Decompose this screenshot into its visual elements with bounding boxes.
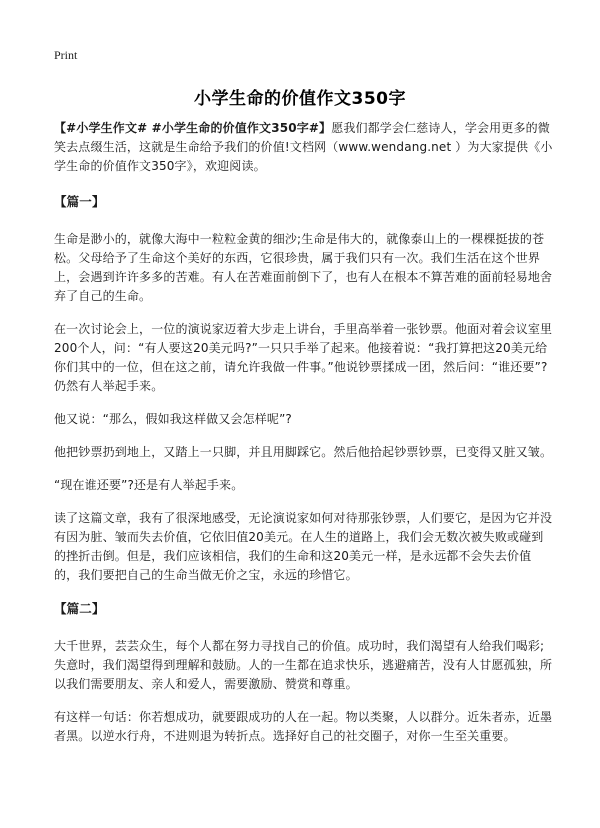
section-heading-1: 【篇一】: [54, 194, 105, 209]
section-2-paragraph-1: 大千世界，芸芸众生，每个人都在努力寻找自己的价值。成功时，我们渴望有人给我们喝彩;失意时，我们渴望得到理解和鼓励。人的一生都在追求快乐，逃避痛苦，没有人甘愿孤独，所以我们需要朋友、亲人和爱人，需要激励、赞赏和尊重。: [54, 639, 553, 691]
article-body: [54, 119, 554, 758]
intro-text: 愿我们都学会仁慈诗人，学会用更多的微笑去点缀生活，这就是生命给予我们的价值!文档网（www.wendang.net ）为大家提供《小学生命的价值作文350字》，欢迎阅读。: [54, 121, 553, 173]
section-1-paragraph-3: 他又说：“那么，假如我这样做又会怎样呢”?: [54, 412, 292, 426]
section-1-paragraph-4: 他把钞票扔到地上，又踏上一只脚，并且用脚踩它。然后他拾起钞票钞票，已变得又脏又皱。: [54, 445, 553, 459]
page-title: 小学生命的价值作文350字: [194, 89, 406, 109]
section-1-paragraph-2: 在一次讨论会上，一位的演说家迈着大步走上讲台，手里高举着一张钞票。他面对着会议室里200个人，问：“有人要这20美元吗?”一只只手举了起来。他接着说：“我打算把这20美元给你们其中的一位，但在这之前，请允许我做一件事。”他说钞票揉成一团，然后问：“谁还要”?仍然有人举起手来。: [54, 322, 553, 393]
intro-paragraph: [54, 119, 554, 176]
print-label[interactable]: Print: [54, 48, 78, 62]
section-1-paragraph-1: 生命是渺小的，就像大海中一粒粒金黄的细沙;生命是伟大的，就像泰山上的一棵棵挺拔的苍松。父母给予了生命这个美好的东西，它很珍贵，属于我们只有一次。我们生活在这个世界上，会遇到许许多多的苦难。有人在苦难面前倒下了，也有人在根本不算苦难的面前轻易地舍弃了自己的生命。: [54, 232, 553, 303]
section-2-paragraph-2: 有这样一句话：你若想成功，就要跟成功的人在一起。物以类聚，人以群分。近朱者赤，近墨者黑。以逆水行舟，不进则退为转折点。选择好自己的社交圈子，对你一生至关重要。: [54, 710, 553, 743]
section-1-paragraph-6: 读了这篇文章，我有了很深地感受，无论演说家如何对待那张钞票，人们要它，是因为它并没有因为脏、皱而失去价值，它依旧值20美元。在人生的道路上，我们会无数次被失败或碰到的挫折击倒。但是，我们应该相信，我们的生命和这20美元一样，是永远都不会失去价值的，我们要把自己的生命当做无价之宝，永远的珍惜它。: [54, 511, 553, 582]
intro-tags: 【#小学生作文# #小学生命的价值作文350字#】: [54, 121, 332, 135]
section-heading-2: 【篇二】: [54, 601, 105, 616]
section-1-paragraph-5: “现在谁还要”?还是有人举起手来。: [54, 478, 244, 492]
